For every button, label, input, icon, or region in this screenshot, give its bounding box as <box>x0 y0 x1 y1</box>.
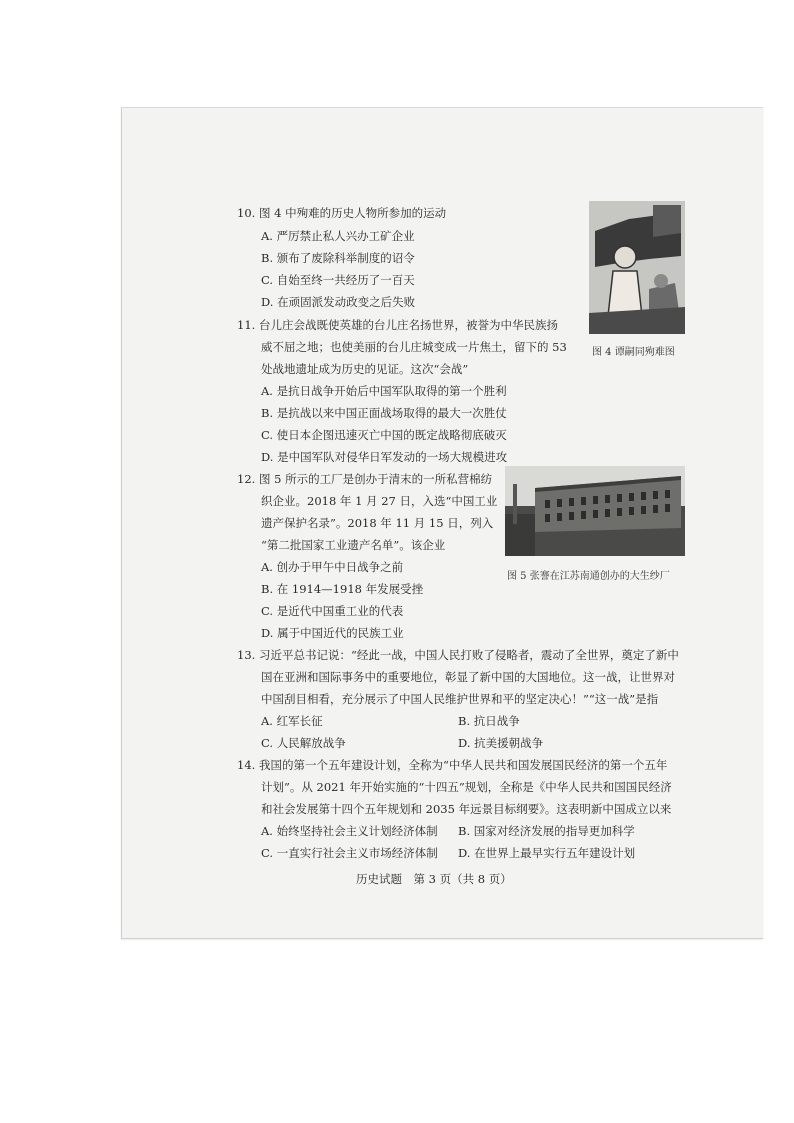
factory-photo <box>505 466 685 556</box>
page-footer: 历史试题 第 3 页（共 8 页） <box>356 872 512 886</box>
q11-option-d: D. 是中国军队对侵华日军发动的一场大规模进攻 <box>261 450 508 464</box>
q12-option-a: A. 创办于甲午中日战争之前 <box>261 560 404 574</box>
figure-4-caption: 图 4 谭嗣同殉难图 <box>592 347 675 358</box>
q13-stem-line-2: 国在亚洲和国际事务中的重要地位，彰显了新中国的大国地位。这一战，让世界对 <box>261 670 675 684</box>
figure-5-caption: 图 5 张謇在江苏南通创办的大生纱厂 <box>507 571 670 582</box>
q13-stem-line-3: 中国刮目相看，充分展示了中国人民维护世界和平的坚定决心！”“这一战”是指 <box>261 692 659 706</box>
q14-stem-line-1: 14. 我国的第一个五年建设计划，全称为“中华人民共和国发展国民经济的第一个五年 <box>237 758 668 772</box>
q10-option-d: D. 在顽固派发动政变之后失败 <box>261 295 416 309</box>
q11-stem-line-2: 威不屈之地；也使美丽的台儿庄城变成一片焦土，留下的 53 <box>261 340 567 354</box>
q12-stem-line-2: 织企业。2018 年 1 月 27 日，入选“中国工业 <box>261 494 498 508</box>
q12-stem-line-1: 12. 图 5 所示的工厂是创办于清末的一所私营棉纺 <box>237 472 493 486</box>
q14-option-c: C. 一直实行社会主义市场经济体制 <box>261 846 438 860</box>
figure-4-image <box>589 201 685 334</box>
q14-stem-line-3: 和社会发展第十四个五年规划和 2035 年远景目标纲要》。这表明新中国成立以来 <box>261 802 672 816</box>
q10-option-a: A. 严厉禁止私人兴办工矿企业 <box>261 229 415 243</box>
q13-option-a: A. 红军长征 <box>261 714 323 728</box>
figure-5-image <box>505 466 685 556</box>
q12-stem-line-4: “第二批国家工业遗产名单”。该企业 <box>261 538 446 552</box>
q12-option-c: C. 是近代中国重工业的代表 <box>261 604 404 618</box>
q14-option-b: B. 国家对经济发展的指导更加科学 <box>458 824 635 838</box>
martyr-illustration <box>589 201 685 334</box>
q11-stem-line-1: 11. 台儿庄会战既使英雄的台儿庄名扬世界，被誉为中华民族扬 <box>237 318 558 332</box>
q11-option-a: A. 是抗日战争开始后中国军队取得的第一个胜利 <box>261 384 507 398</box>
q12-stem-line-3: 遗产保护名录”。2018 年 11 月 15 日，列入 <box>261 516 494 530</box>
q11-option-c: C. 使日本企图迅速灭亡中国的既定战略彻底破灭 <box>261 428 507 442</box>
q13-option-b: B. 抗日战争 <box>458 714 520 728</box>
q11-stem-line-3: 处战地遗址成为历史的见证。这次“会战” <box>261 362 469 376</box>
q12-option-d: D. 属于中国近代的民族工业 <box>261 626 404 640</box>
q13-option-c: C. 人民解放战争 <box>261 736 346 750</box>
q13-option-d: D. 抗美援朝战争 <box>458 736 544 750</box>
q10-option-c: C. 自始至终一共经历了一百天 <box>261 273 415 287</box>
q13-stem-line-1: 13. 习近平总书记说：“经此一战，中国人民打败了侵略者，震动了全世界，奠定了新中 <box>237 648 679 662</box>
exam-page <box>121 107 763 939</box>
q10-option-b: B. 颁布了废除科举制度的诏令 <box>261 251 415 265</box>
q12-option-b: B. 在 1914—1918 年发展受挫 <box>261 582 424 596</box>
q14-stem-line-2: 计划”。从 2021 年开始实施的“十四五”规划，全称是《中华人民共和国国民经济 <box>261 780 672 794</box>
q14-option-d: D. 在世界上最早实行五年建设计划 <box>458 846 636 860</box>
q14-option-a: A. 始终坚持社会主义计划经济体制 <box>261 824 438 838</box>
q10-stem: 10. 图 4 中殉难的历史人物所参加的运动 <box>237 206 447 220</box>
q11-option-b: B. 是抗战以来中国正面战场取得的最大一次胜仗 <box>261 406 507 420</box>
